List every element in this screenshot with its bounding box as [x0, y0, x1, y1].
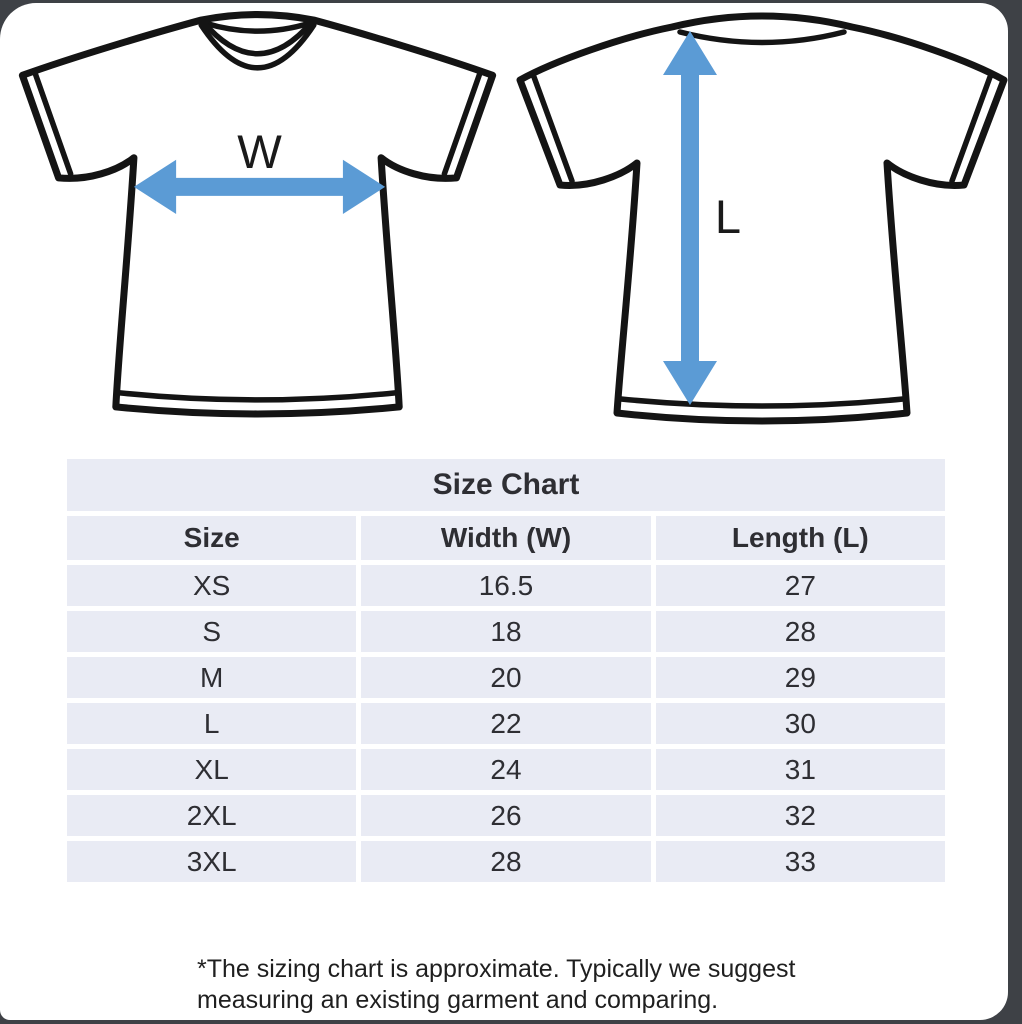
- table-row: [67, 565, 945, 606]
- tshirt-back-outline: [520, 16, 1004, 421]
- column-header-length: Length (L): [656, 516, 945, 560]
- length-cell: 31: [656, 749, 945, 790]
- size-cell: L: [67, 703, 356, 744]
- width-cell: 24: [361, 749, 650, 790]
- footnote-line-2: measuring an existing garment and comparing.: [197, 986, 719, 1014]
- width-cell: 18: [361, 611, 650, 652]
- table-row: [67, 841, 945, 882]
- footnote-line-1: *The sizing chart is approximate. Typically we suggest: [197, 955, 796, 983]
- table-row: [67, 703, 945, 744]
- header-row: [67, 516, 945, 560]
- width-cell: 22: [361, 703, 650, 744]
- length-measurement-label: L: [714, 190, 742, 243]
- sizing-footnote: [197, 954, 795, 1016]
- size-chart-card: [0, 3, 1008, 1020]
- length-cell: 32: [656, 795, 945, 836]
- table-row: [67, 611, 945, 652]
- column-header-width: Width (W): [361, 516, 650, 560]
- tshirt-front-diagram: [12, 5, 500, 423]
- table-row: [67, 749, 945, 790]
- table-row: [67, 795, 945, 836]
- width-cell: 20: [361, 657, 650, 698]
- title-row: [67, 459, 945, 511]
- tshirt-back-diagram: [512, 5, 1008, 433]
- width-cell: 28: [361, 841, 650, 882]
- size-cell: 2XL: [67, 795, 356, 836]
- width-cell: 16.5: [361, 565, 650, 606]
- size-chart-body: [67, 565, 945, 882]
- size-cell: S: [67, 611, 356, 652]
- size-chart-title: Size Chart: [67, 459, 945, 511]
- size-cell: 3XL: [67, 841, 356, 882]
- tshirt-front-outline: [22, 15, 492, 414]
- length-cell: 30: [656, 703, 945, 744]
- table-row: [67, 657, 945, 698]
- width-cell: 26: [361, 795, 650, 836]
- length-cell: 29: [656, 657, 945, 698]
- size-cell: M: [67, 657, 356, 698]
- width-measurement-label: W: [237, 125, 282, 179]
- column-header-size: Size: [67, 516, 356, 560]
- size-cell: XS: [67, 565, 356, 606]
- size-chart-table: [62, 454, 950, 887]
- length-cell: 28: [656, 611, 945, 652]
- length-cell: 27: [656, 565, 945, 606]
- length-cell: 33: [656, 841, 945, 882]
- size-cell: XL: [67, 749, 356, 790]
